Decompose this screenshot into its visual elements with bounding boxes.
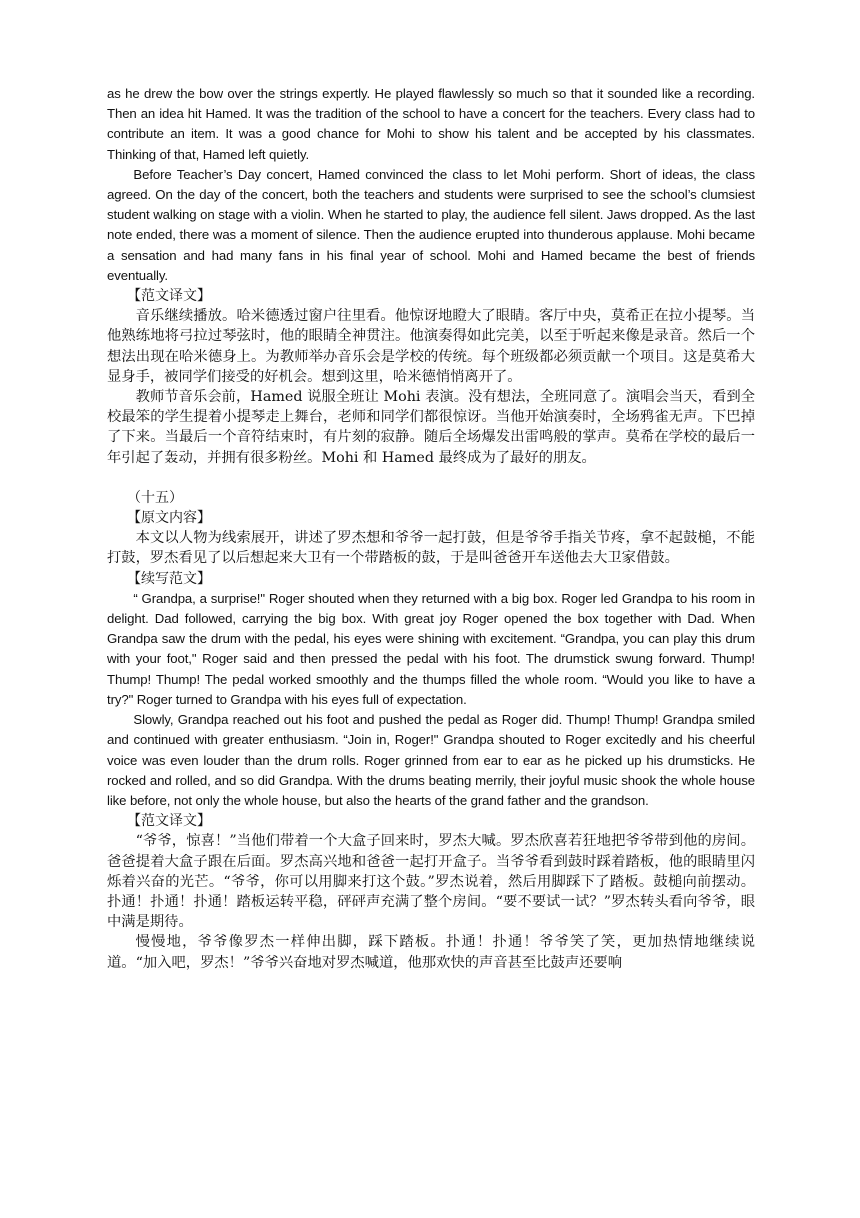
- section-label-translation-2: 【范文译文】: [127, 813, 211, 830]
- paragraph-teachers-day-concert: Before Teacher’s Day concert, Hamed convinced the class to let Mohi perform. Short of ideas, the class agreed. On the day of the concert, both the teachers and students were surprised to see the school’s clumsiest student walking on stage with a violin. When he started to play, the audience fell silent. Jaws dropped. As the last note ended, there was a moment of silence. Then the audience erupted into thunderous applause. Mohi became a sensation and had many fans in his final year of school. Mohi and Hamed became the best of friends eventually.: [107, 166, 755, 283]
- document-page: [107, 84, 755, 973]
- paragraph-story-continued: as he drew the bow over the strings expertly. He played flawlessly so much so that it sounded like a recording. Then an idea hit Hamed. It was the tradition of the school to have a concert for the teachers. Every class had to contribute an item. It was a good chance for Mohi to show his talent and be accepted by his classmates. Thinking of that, Hamed left quietly.: [107, 86, 755, 162]
- section-number: （十五）: [127, 489, 183, 506]
- paragraph-continuation-2: Slowly, Grandpa reached out his foot and pushed the pedal as Roger did. Thump! Thump! Grandpa smiled and continued with greater enthusiasm. “Join in, Roger!" Grandpa shouted to Roger excitedly and his cheerful voice was even louder than the drum rolls. Roger grinned from ear to ear as he picked up his drumsticks. He rocked and rolled, and so did Grandpa. With the drums beating merrily, their joyful music shook the whole house like before, not only the whole house, but also the hearts of the grand father and the grandson.: [107, 712, 755, 808]
- paragraph-original-summary: 本文以人物为线索展开，讲述了罗杰想和爷爷一起打鼓，但是爷爷手指关节疼，拿不起鼓槌，不能打鼓，罗杰看见了以后想起来大卫有一个带踏板的鼓，于是叫爸爸开车送他去大卫家借鼓。: [107, 530, 755, 567]
- paragraph-continuation-1: “ Grandpa, a surprise!" Roger shouted when they returned with a big box. Roger led Grandpa to his room in delight. Dad followed, carrying the big box. With great joy Roger opened the box together with Dad. When Grandpa saw the drum with the pedal, his eyes were shining with excitement. “Grandpa, you can play this drum with your foot," Roger said and then pressed the pedal with his foot. The drumstick swung forward. Thump! Thump! Thump! The pedal worked smoothly and the thumps filled the whole room. “Would you like to have a try?" Roger turned to Grandpa with his eyes full of expectation.: [107, 590, 755, 707]
- section-label-original: 【原文内容】: [127, 510, 211, 527]
- spacer: [107, 468, 755, 488]
- section-label-continuation: 【续写范文】: [127, 570, 211, 587]
- paragraph-translation-2: 教师节音乐会前，Hamed 说服全班让 Mohi 表演。没有想法，全班同意了。演唱会当天，看到全校最笨的学生提着小提琴走上舞台，老师和同学们都很惊讶。当他开始演奏时，全场鸦雀无声。下巴掉了下来。当最后一个音符结束时，有片刻的寂静。随后全场爆发出雷鸣般的掌声。莫希在学校的最后一年引起了轰动，并拥有很多粉丝。Mohi 和 Hamed 最终成为了最好的朋友。: [107, 389, 755, 466]
- paragraph-translation-4: 慢慢地，爷爷像罗杰一样伸出脚，踩下踏板。扑通！扑通！爷爷笑了笑，更加热情地继续说道。“加入吧，罗杰！”爷爷兴奋地对罗杰喊道，他那欢快的声音甚至比鼓声还要响: [107, 934, 755, 971]
- section-label-translation: 【范文译文】: [127, 288, 211, 305]
- paragraph-translation-1: 音乐继续播放。哈米德透过窗户往里看。他惊讶地瞪大了眼睛。客厅中央，莫希正在拉小提琴。当他熟练地将弓拉过琴弦时，他的眼睛全神贯注。他演奏得如此完美，以至于听起来像是录音。然后一个想法出现在哈米德身上。为教师举办音乐会是学校的传统。每个班级都必须贡献一个项目。这是莫希大显身手，被同学们接受的好机会。想到这里，哈米德悄悄离开了。: [107, 308, 755, 385]
- paragraph-translation-3: “爷爷，惊喜！”当他们带着一个大盒子回来时，罗杰大喊。罗杰欣喜若狂地把爷爷带到他的房间。爸爸提着大盒子跟在后面。罗杰高兴地和爸爸一起打开盒子。当爷爷看到鼓时踩着踏板，他的眼睛里闪烁着兴奋的光芒。“爷爷，你可以用脚来打这个鼓。”罗杰说着，然后用脚踩下了踏板。鼓槌向前摆动。扑通！扑通！扑通！踏板运转平稳，砰砰声充满了整个房间。“要不要试一试？”罗杰转头看向爷爷，眼中满是期待。: [107, 833, 755, 931]
